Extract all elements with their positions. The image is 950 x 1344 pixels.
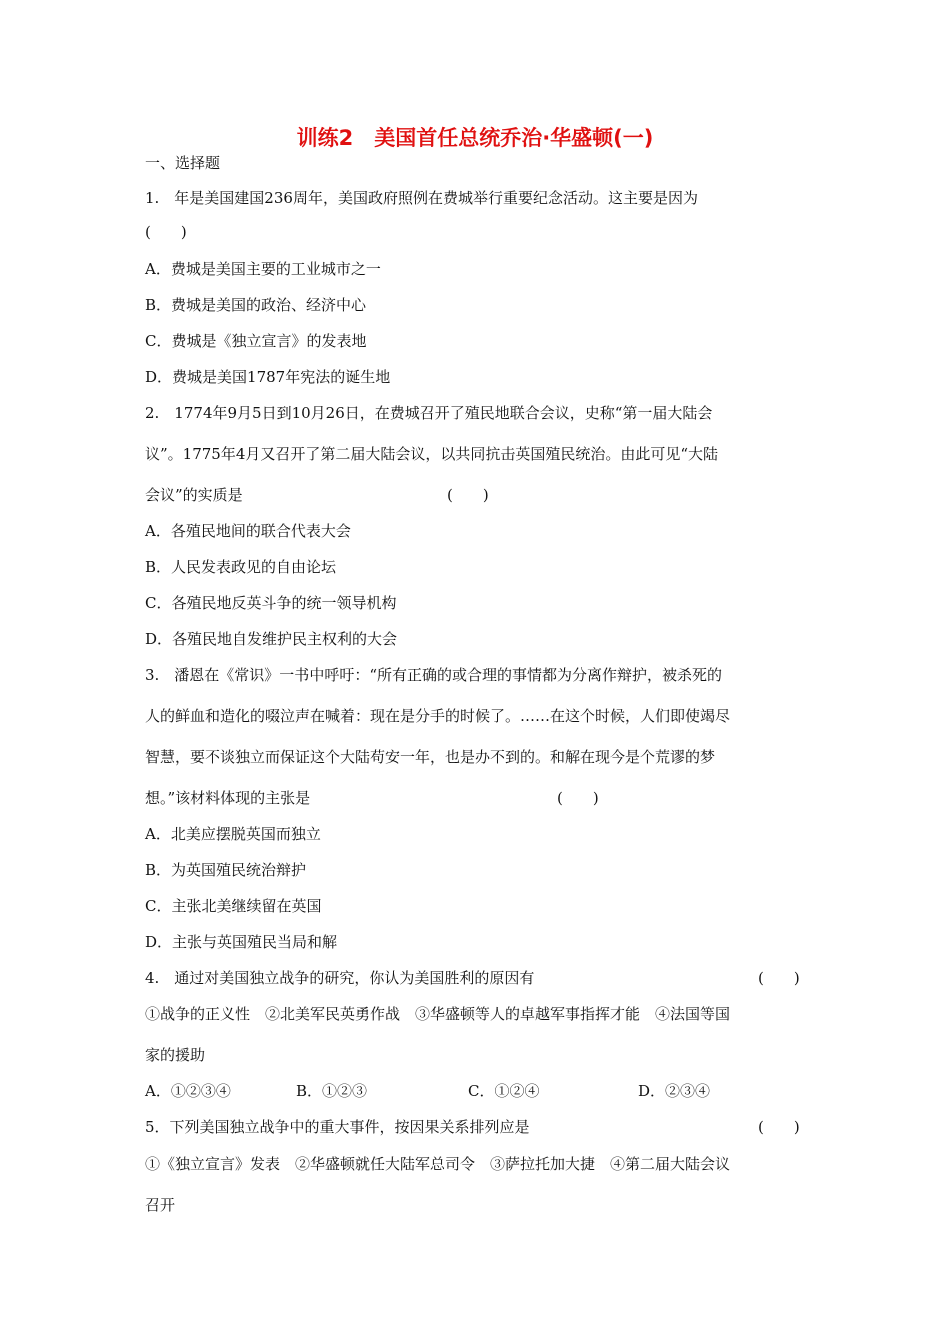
q2-option-b: B．人民发表政见的自由论坛 [145,558,337,576]
q3-stem-line4: 想。”该材料体现的主张是 [145,789,311,807]
q4-option-b: B．①②③ [296,1082,368,1100]
q4-answer-paren: ( ) [758,969,800,987]
q3-answer-paren: ( ) [557,789,599,807]
q5-items-line2: 召开 [145,1196,176,1214]
q3-stem-line2: 人的鲜血和造化的啜泣声在喊着：现在是分手的时候了。……在这个时候，人们即使竭尽 [145,707,731,725]
page-title: 训练2 美国首任总统乔治·华盛顿(一) [296,126,654,150]
q1-answer-paren: ( ) [145,223,187,241]
q5-answer-paren: ( ) [758,1118,800,1136]
q1-option-a: A．费城是美国主要的工业城市之一 [145,260,381,278]
q2-option-a: A．各殖民地间的联合代表大会 [145,522,351,540]
q1-option-d: D．费城是美国1787年宪法的诞生地 [145,368,391,386]
q1-stem: 1. 年是美国建国236周年，美国政府照例在费城举行重要纪念活动。这主要是因为 [145,189,698,207]
q2-stem-line1: 2. 1774年9月5日到10月26日，在费城召开了殖民地联合会议，史称“第一届大陆会 [145,404,713,422]
q3-option-d: D．主张与英国殖民当局和解 [145,933,338,951]
q5-items-line1: ①《独立宣言》发表 ②华盛顿就任大陆军总司令 ③萨拉托加大捷 ④第二届大陆会议 [145,1155,731,1173]
q3-option-a: A．北美应摆脱英国而独立 [145,825,321,843]
q2-stem-line3: 会议”的实质是 [145,486,243,504]
q4-option-d: D．②③④ [638,1082,711,1100]
q4-option-a: A．①②③④ [145,1082,231,1100]
q1-option-c: C．费城是《独立宣言》的发表地 [145,332,367,350]
q5-stem: 5．下列美国独立战争中的重大事件，按因果关系排列应是 [145,1118,530,1136]
q4-option-c: C．①②④ [468,1082,540,1100]
q3-stem-line3: 智慧，要不谈独立而保证这个大陆苟安一年，也是办不到的。和解在现今是个荒谬的梦 [145,748,716,766]
section-heading: 一、选择题 [145,154,221,172]
q2-stem-line2: 议”。1775年4月又召开了第二届大陆会议，以共同抗击英国殖民统治。由此可见“大陆 [145,445,719,463]
q4-stem: 4. 通过对美国独立战争的研究，你认为美国胜利的原因有 [145,969,535,987]
q2-option-c: C．各殖民地反英斗争的统一领导机构 [145,594,397,612]
q4-items-line1: ①战争的正义性 ②北美军民英勇作战 ③华盛顿等人的卓越军事指挥才能 ④法国等国 [145,1005,731,1023]
q1-option-b: B．费城是美国的政治、经济中心 [145,296,367,314]
q2-answer-paren: ( ) [447,486,489,504]
q2-option-d: D．各殖民地自发维护民主权利的大会 [145,630,398,648]
q4-items-line2: 家的援助 [145,1046,206,1064]
q3-option-c: C．主张北美继续留在英国 [145,897,322,915]
q3-option-b: B．为英国殖民统治辩护 [145,861,307,879]
q3-stem-line1: 3. 潘恩在《常识》一书中呼吁：“所有正确的或合理的事情都为分离作辩护，被杀死的 [145,666,722,684]
